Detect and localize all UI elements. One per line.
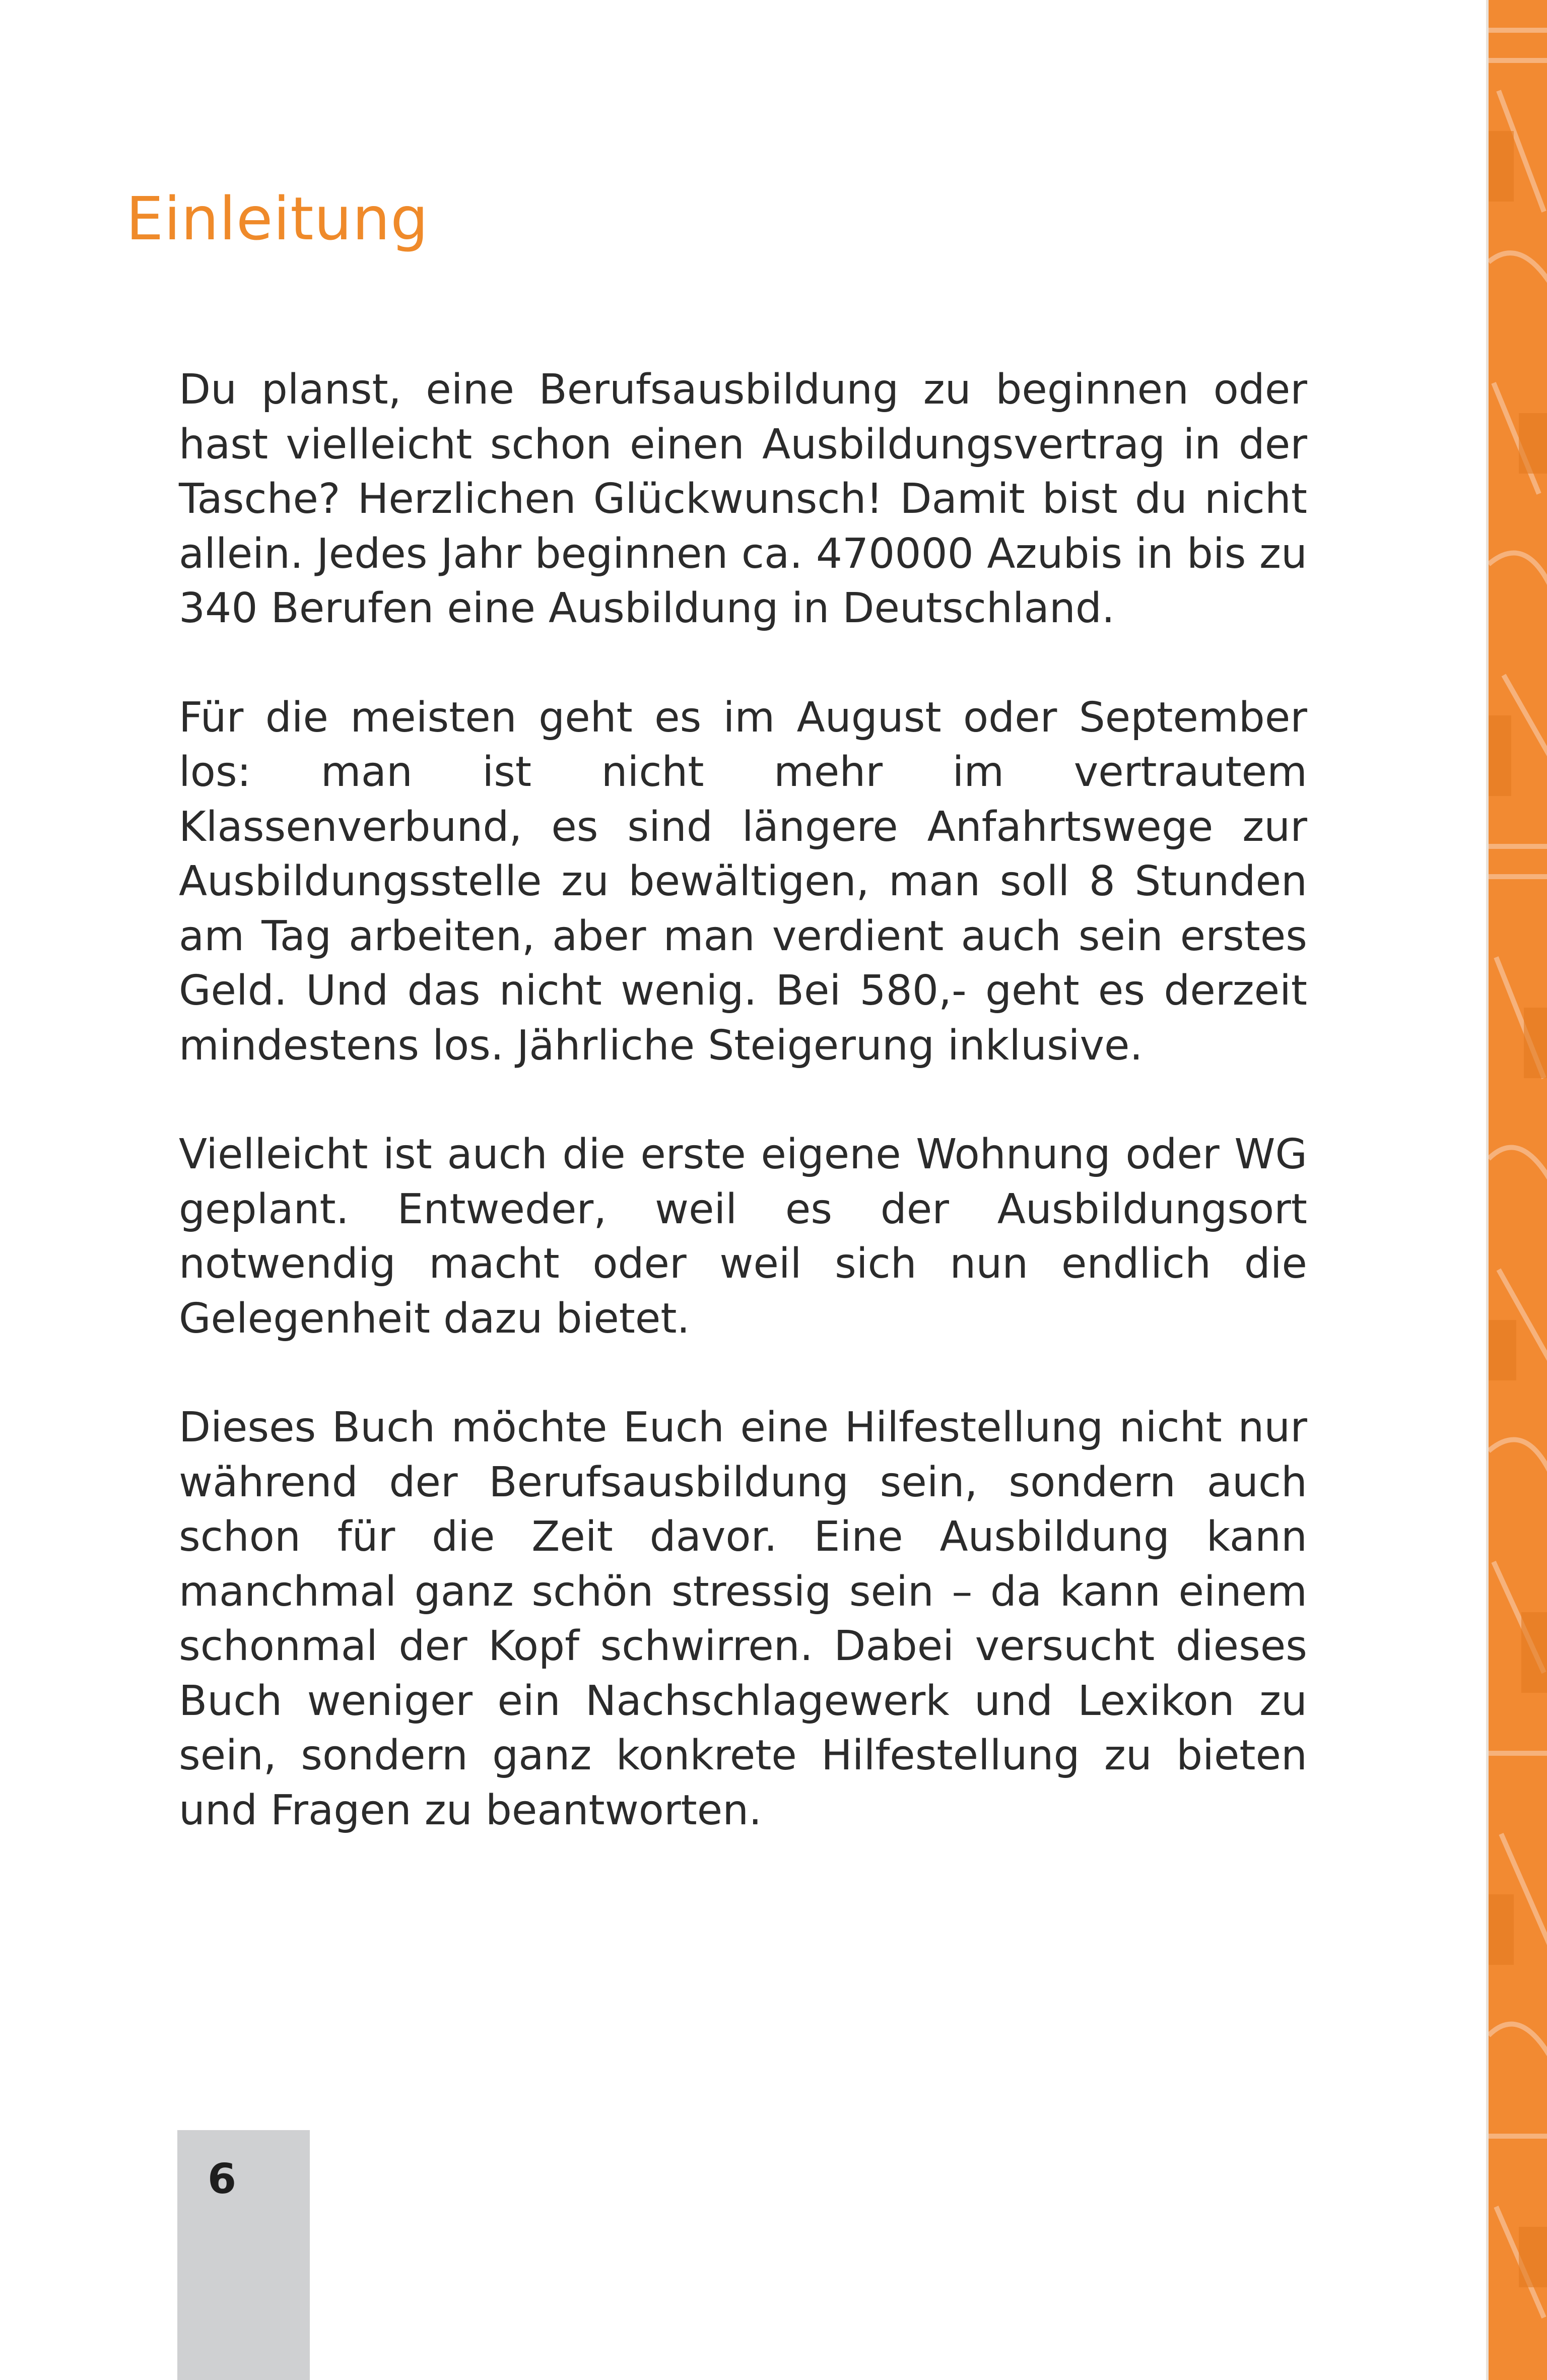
paragraph-2: Für die meisten geht es im August oder September los: man ist nicht mehr im vertrautem Klassenverbund, es sind längere Anfahrtswege zur Ausbildungsstelle zu bewältigen, man soll 8 Stunden am Tag arbeiten, aber man verdient auch sein erstes Geld. Und das nicht wenig. Bei 580,- geht es derzeit mindestens los. Jährliche Steigerung inklusive. <box>179 693 1307 1070</box>
paragraph-3: Vielleicht ist auch die erste eigene Wohnung oder WG geplant. Entweder, weil es der Ausbildungsort notwendig macht oder weil sich nun endlich die Gelegenheit dazu bietet. <box>179 1131 1307 1343</box>
paragraph-1: Du planst, eine Berufsausbildung zu beginnen oder hast vielleicht schon einen Ausbildungsvertrag in der Tasche? Herzlichen Glückwunsch! Damit bist du nicht allein. Jedes Jahr beginnen ca. 470000 Azubis in bis zu 340 Berufen eine Ausbildung in Deutschland. <box>179 366 1307 632</box>
decorative-side-strip <box>1486 0 1547 2380</box>
chapter-heading: Einleitung <box>126 184 429 253</box>
body-text <box>179 363 1307 1892</box>
page-number-tab <box>177 2130 310 2380</box>
side-strip-pattern <box>1489 0 1547 2380</box>
paragraph-4: Dieses Buch möchte Euch eine Hilfestellung nicht nur während der Berufsausbildung sein, sondern auch schon für die Zeit davor. Eine Ausbildung kann manchmal ganz schön stressig sein – da kann einem schonmal der Kopf schwirren. Dabei versucht dieses Buch weniger ein Nachschlagewerk und Lexikon zu sein, sondern ganz konkrete Hilfestellung zu bieten und Fragen zu beantworten. <box>179 1404 1307 1834</box>
page-number: 6 <box>208 2155 237 2203</box>
